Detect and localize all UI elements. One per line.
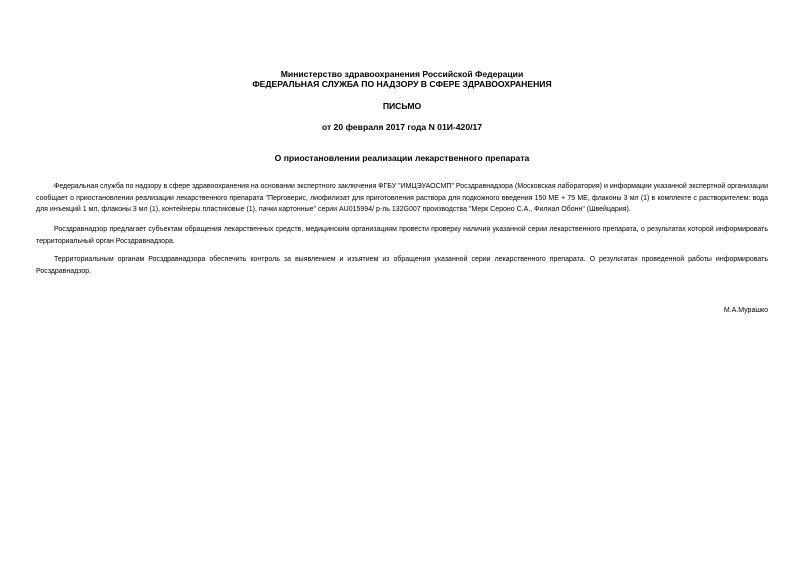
- body-paragraph-1: Федеральная служба по надзору в сфере здравоохранения на основании экспертного заключения ФГБУ "ИМЦЭУАОСМП" Росздравнадзора (Московская лаборатория) и информации указанной экспертной организации сообщает о приостановлении реализации лекарственного препарата "Перговерис, лиофилизат для приготовления раствора для подкожного введения 150 МЕ + 75 МЕ, флаконы 3 мл (1) в комплекте с растворителем: вода для инъекций 1 мл, флаконы 3 мл (1), контейнеры пластиковые (1), пачки картонные" серии AU015994/ р-ль 132G007 производства "Мерк Сероно С.А., Филиал Обонн" (Швейцария).: [36, 183, 768, 213]
- body-paragraph-2: Росздравнадзор предлагает субъектам обращения лекарственных средств, медицинским организациям провести проверку наличия указанной серии лекарственного препарата, о результатах которой информировать территориальный орган Росздравнадзора.: [36, 226, 768, 245]
- document-subject: О приостановлении реализации лекарственного препарата: [274, 153, 530, 163]
- document-page: [36, 0, 768, 571]
- body-paragraph-3: Территориальным органам Росздравнадзора обеспечить контроль за выявлением и изъятием из обращения указанной серии лекарственного препарата. О результатах проведенной работы информировать Росздравнадзор.: [36, 256, 768, 275]
- document-type: ПИСЬМО: [382, 101, 422, 111]
- signature: М.А.Мурашко: [723, 307, 768, 314]
- service-name: ФЕДЕРАЛЬНАЯ СЛУЖБА ПО НАДЗОРУ В СФЕРЕ ЗДРАВООХРАНЕНИЯ: [252, 79, 552, 89]
- document-date-number: от 20 февраля 2017 года N 01И-420/17: [321, 122, 483, 132]
- ministry-name: Министерство здравоохранения Российской Федерации: [280, 69, 524, 79]
